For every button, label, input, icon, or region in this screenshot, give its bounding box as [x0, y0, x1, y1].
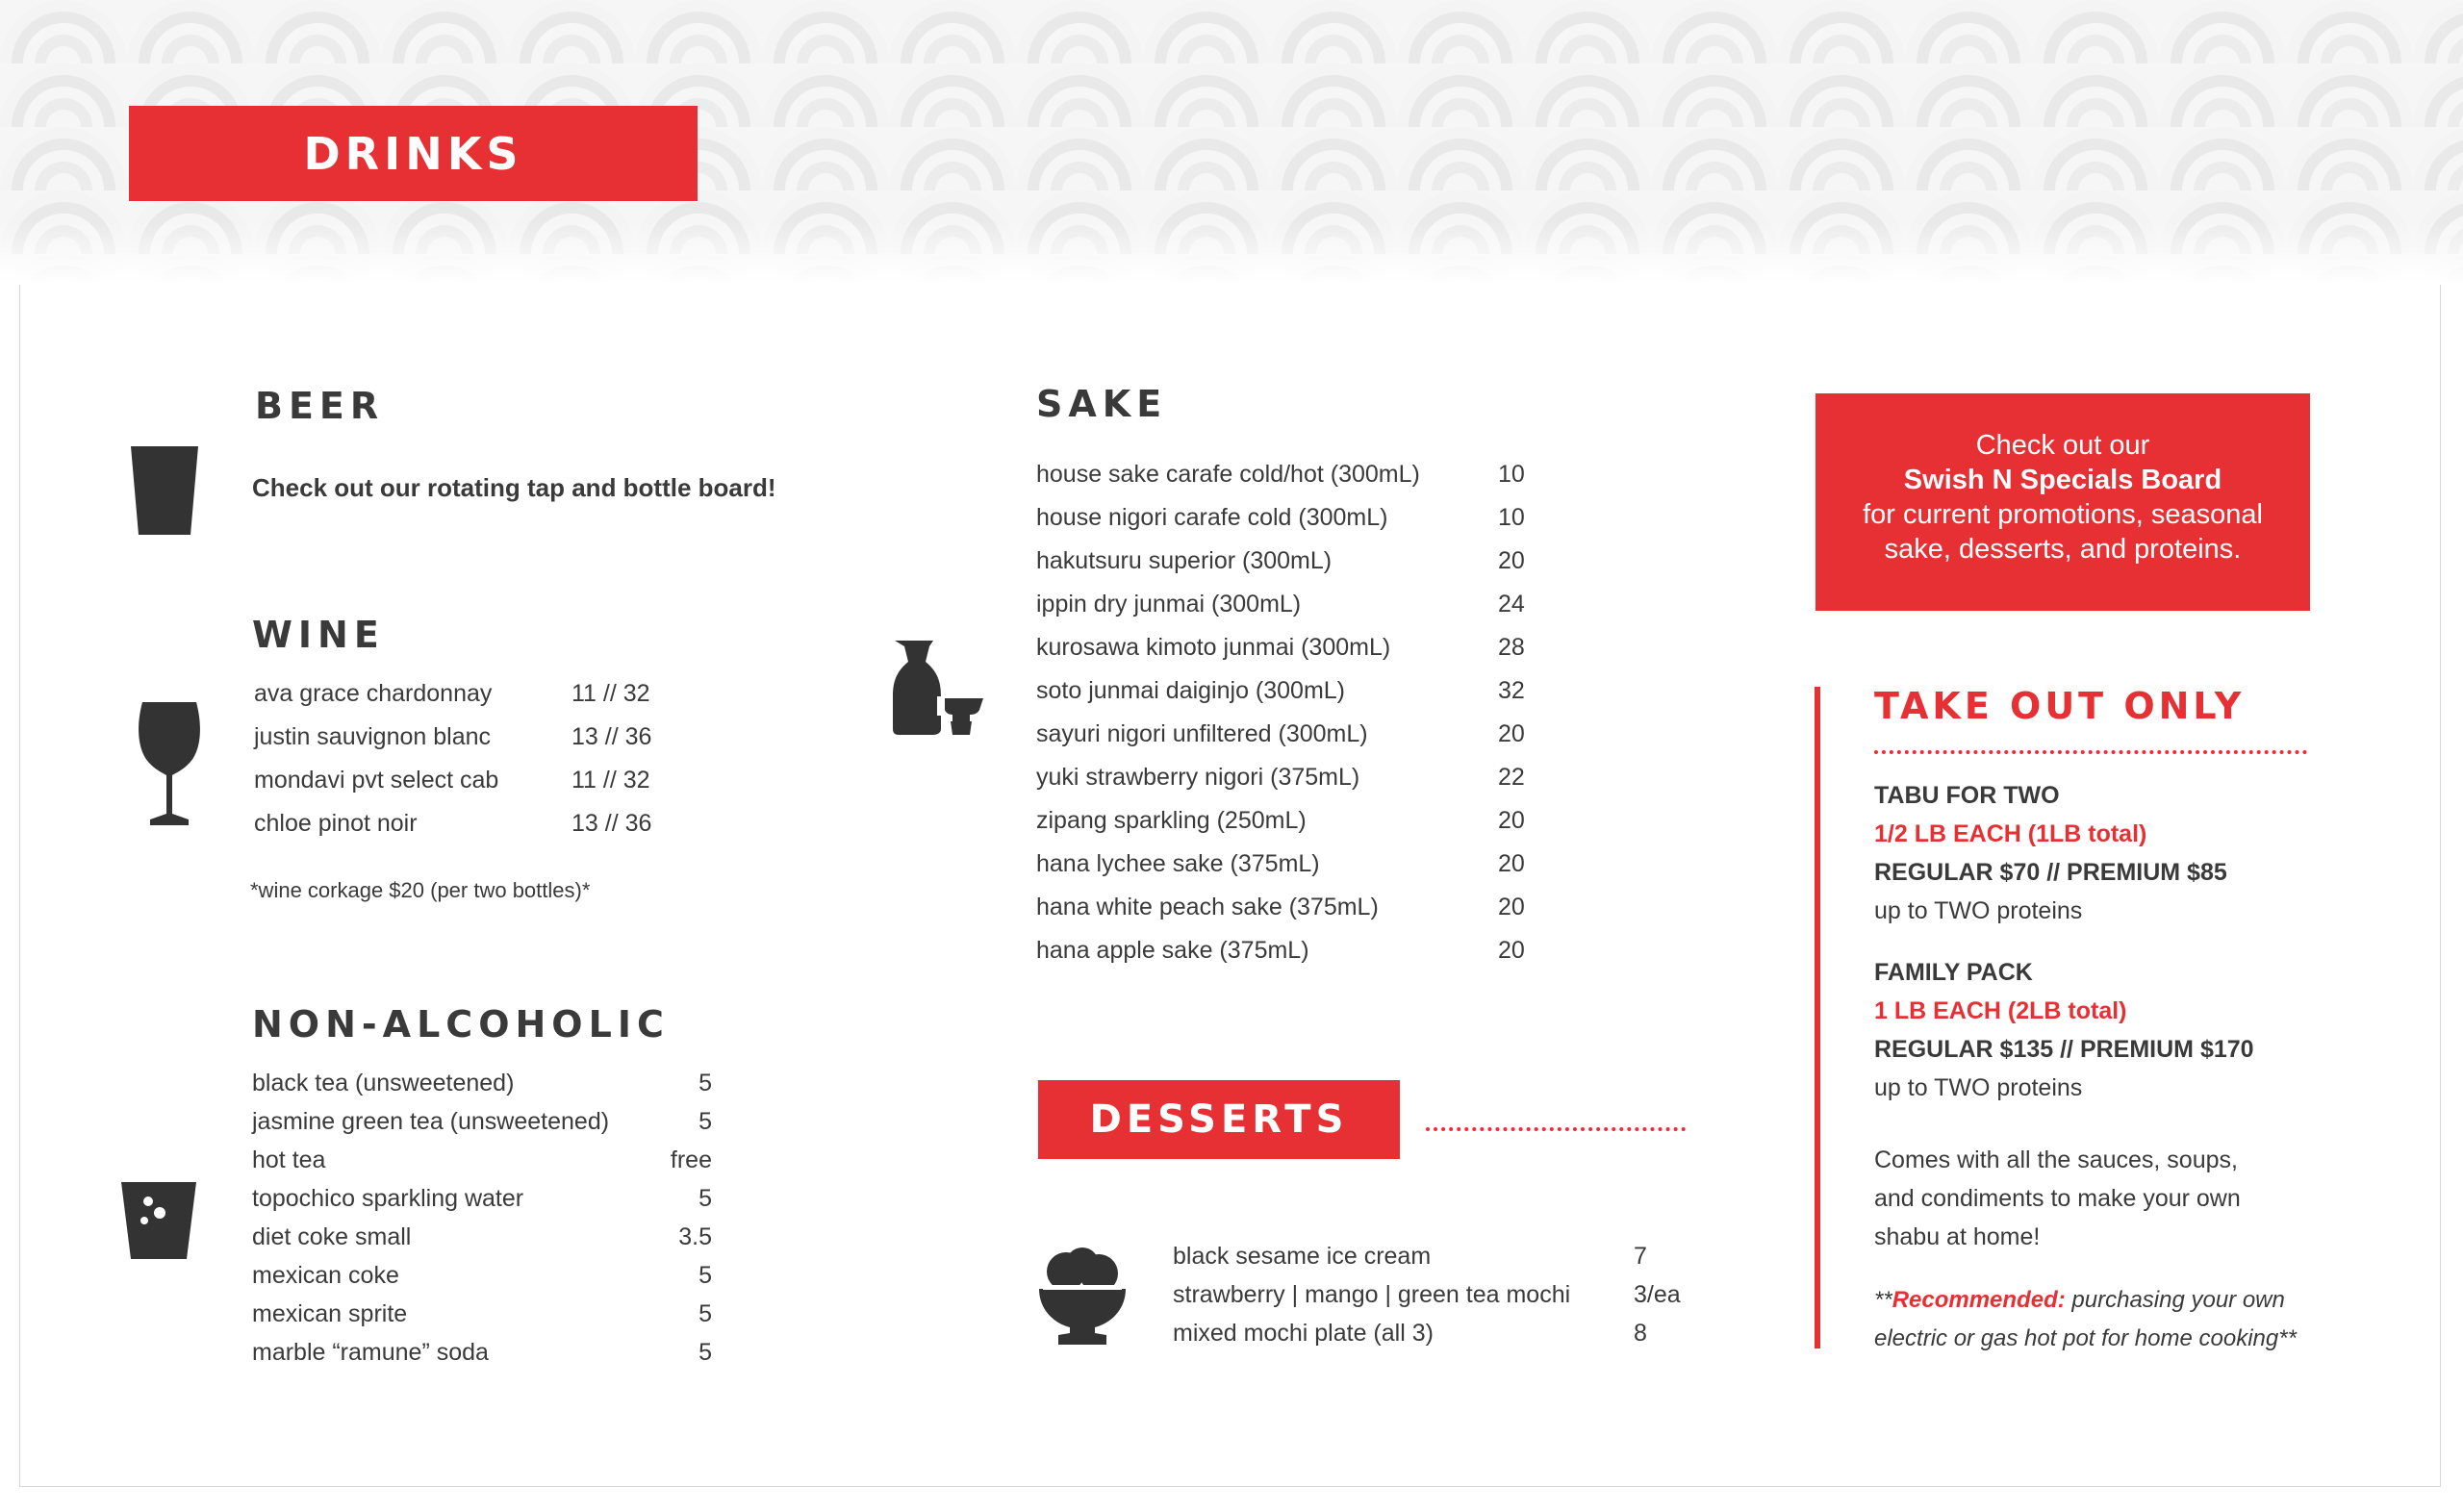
- page-border-right: [2440, 285, 2441, 1487]
- takeout-title: TAKE OUT ONLY: [1874, 685, 2246, 727]
- header-fade: [0, 221, 2463, 285]
- sake-item-name: zipang sparkling (250mL): [1036, 807, 1307, 834]
- sake-item-name: hakutsuru superior (300mL): [1036, 547, 1333, 574]
- specials-board-name: Swish N Specials Board: [1903, 465, 2222, 495]
- na-item-price: 5: [698, 1070, 712, 1096]
- tabu-amount: 1/2 LB EACH (1LB total): [1874, 820, 2147, 847]
- sake-item-name: house sake carafe cold/hot (300mL): [1036, 461, 1420, 488]
- wine-item-price: 11 // 32: [571, 767, 650, 794]
- tabu-prices: REGULAR $70 // PREMIUM $85: [1874, 859, 2227, 886]
- wine-item-name: mondavi pvt select cab: [254, 767, 499, 794]
- takeout-dotted-rule: [1874, 750, 2307, 754]
- page-border-bottom: [19, 1486, 2441, 1487]
- sake-item-name: sayuri nigori unfiltered (300mL): [1036, 720, 1368, 747]
- drinks-title: DRINKS: [303, 127, 523, 180]
- sake-item-price: 28: [1498, 634, 1525, 661]
- desserts-title: DESSERTS: [1089, 1097, 1349, 1142]
- sake-item-price: 20: [1498, 937, 1525, 964]
- sake-item-price: 20: [1498, 850, 1525, 877]
- family-note: up to TWO proteins: [1874, 1074, 2083, 1101]
- comes-with-line-2: and condiments to make your own: [1874, 1185, 2241, 1212]
- wine-corkage-note: *wine corkage $20 (per two bottles)*: [250, 878, 591, 902]
- drinks-banner: [129, 106, 698, 201]
- wine-item-name: chloe pinot noir: [254, 810, 418, 837]
- ice-cream-bowl-icon: [1037, 1247, 1128, 1347]
- na-item-name: black tea (unsweetened): [252, 1070, 515, 1096]
- rec-label: Recommended:: [1892, 1287, 2066, 1313]
- sake-item-name: soto junmai daiginjo (300mL): [1036, 677, 1346, 704]
- na-item-name: jasmine green tea (unsweetened): [252, 1108, 610, 1135]
- tabu-name: TABU FOR TWO: [1874, 782, 2060, 809]
- rec-text-1: purchasing your own: [2065, 1287, 2285, 1313]
- na-item-price: 5: [698, 1300, 712, 1327]
- na-item-name: marble “ramune” soda: [252, 1339, 489, 1366]
- sake-item-name: ippin dry junmai (300mL): [1036, 591, 1302, 617]
- na-item-name: diet coke small: [252, 1223, 412, 1250]
- na-item-name: topochico sparkling water: [252, 1185, 524, 1212]
- non-alcoholic-title: NON-ALCOHOLIC: [252, 1003, 670, 1046]
- page-border-left: [19, 285, 20, 1487]
- desserts-banner: [1038, 1080, 1400, 1159]
- sake-title: SAKE: [1036, 383, 1168, 425]
- sake-item-price: 22: [1498, 764, 1525, 791]
- comes-with-line-1: Comes with all the sauces, soups,: [1874, 1147, 2238, 1173]
- dessert-item-price: 3/ea: [1634, 1281, 1681, 1308]
- sake-item-name: hana lychee sake (375mL): [1036, 850, 1320, 877]
- na-item-price: 5: [698, 1108, 712, 1135]
- rec-prefix: **: [1874, 1287, 1892, 1313]
- sake-item-name: yuki strawberry nigori (375mL): [1036, 764, 1360, 791]
- specials-line-1: Check out our: [1975, 430, 2150, 461]
- takeout-comes-with: [1874, 1141, 2241, 1256]
- takeout-red-bar: [1815, 687, 1820, 1348]
- sake-item-price: 10: [1498, 461, 1525, 488]
- na-item-price: 5: [698, 1339, 712, 1366]
- beer-note: Check out our rotating tap and bottle board!: [252, 473, 776, 502]
- na-item-price: 5: [698, 1185, 712, 1212]
- specials-board-box: [1816, 393, 2310, 611]
- beer-title: BEER: [255, 385, 385, 427]
- na-item-price: 3.5: [678, 1223, 712, 1250]
- sake-item-name: hana apple sake (375mL): [1036, 937, 1309, 964]
- family-name: FAMILY PACK: [1874, 959, 2033, 986]
- dessert-item-price: 8: [1634, 1320, 1647, 1347]
- na-item-price: 5: [698, 1262, 712, 1289]
- rec-text-2: electric or gas hot pot for home cooking**: [1874, 1325, 2297, 1351]
- sake-item-price: 10: [1498, 504, 1525, 531]
- sake-item-price: 24: [1498, 591, 1525, 617]
- specials-line-4: sake, desserts, and proteins.: [1884, 534, 2242, 565]
- family-prices: REGULAR $135 // PREMIUM $170: [1874, 1036, 2254, 1063]
- family-amount: 1 LB EACH (2LB total): [1874, 997, 2127, 1024]
- dessert-item-name: black sesame ice cream: [1173, 1243, 1432, 1270]
- beer-glass-icon: [129, 442, 200, 539]
- wine-item-price: 13 // 36: [571, 723, 652, 750]
- na-item-name: hot tea: [252, 1147, 326, 1173]
- sake-item-price: 20: [1498, 720, 1525, 747]
- sake-bottle-icon: [891, 639, 987, 737]
- sake-item-name: house nigori carafe cold (300mL): [1036, 504, 1388, 531]
- wine-item-price: 13 // 36: [571, 810, 652, 837]
- na-item-name: mexican sprite: [252, 1300, 408, 1327]
- desserts-dotted-rule: [1426, 1127, 1686, 1131]
- sake-item-price: 32: [1498, 677, 1525, 704]
- sake-item-price: 20: [1498, 807, 1525, 834]
- sake-item-name: hana white peach sake (375mL): [1036, 894, 1379, 920]
- na-item-price: free: [670, 1147, 712, 1173]
- dessert-item-name: strawberry | mango | green tea mochi: [1173, 1281, 1571, 1308]
- specials-line-3: for current promotions, seasonal: [1863, 499, 2263, 530]
- wine-item-name: ava grace chardonnay: [254, 680, 493, 707]
- wine-item-price: 11 // 32: [571, 680, 650, 707]
- dessert-item-price: 7: [1634, 1243, 1647, 1270]
- tabu-note: up to TWO proteins: [1874, 897, 2083, 924]
- comes-with-line-3: shabu at home!: [1874, 1223, 2041, 1250]
- na-item-name: mexican coke: [252, 1262, 399, 1289]
- wine-title: WINE: [252, 614, 385, 656]
- sake-item-price: 20: [1498, 894, 1525, 920]
- dessert-item-name: mixed mochi plate (all 3): [1173, 1320, 1434, 1347]
- takeout-recommendation: [1874, 1281, 2297, 1358]
- wine-glass-icon: [135, 700, 204, 827]
- wine-item-name: justin sauvignon blanc: [254, 723, 491, 750]
- sake-item-price: 20: [1498, 547, 1525, 574]
- soda-glass-icon: [119, 1180, 198, 1261]
- sake-item-name: kurosawa kimoto junmai (300mL): [1036, 634, 1391, 661]
